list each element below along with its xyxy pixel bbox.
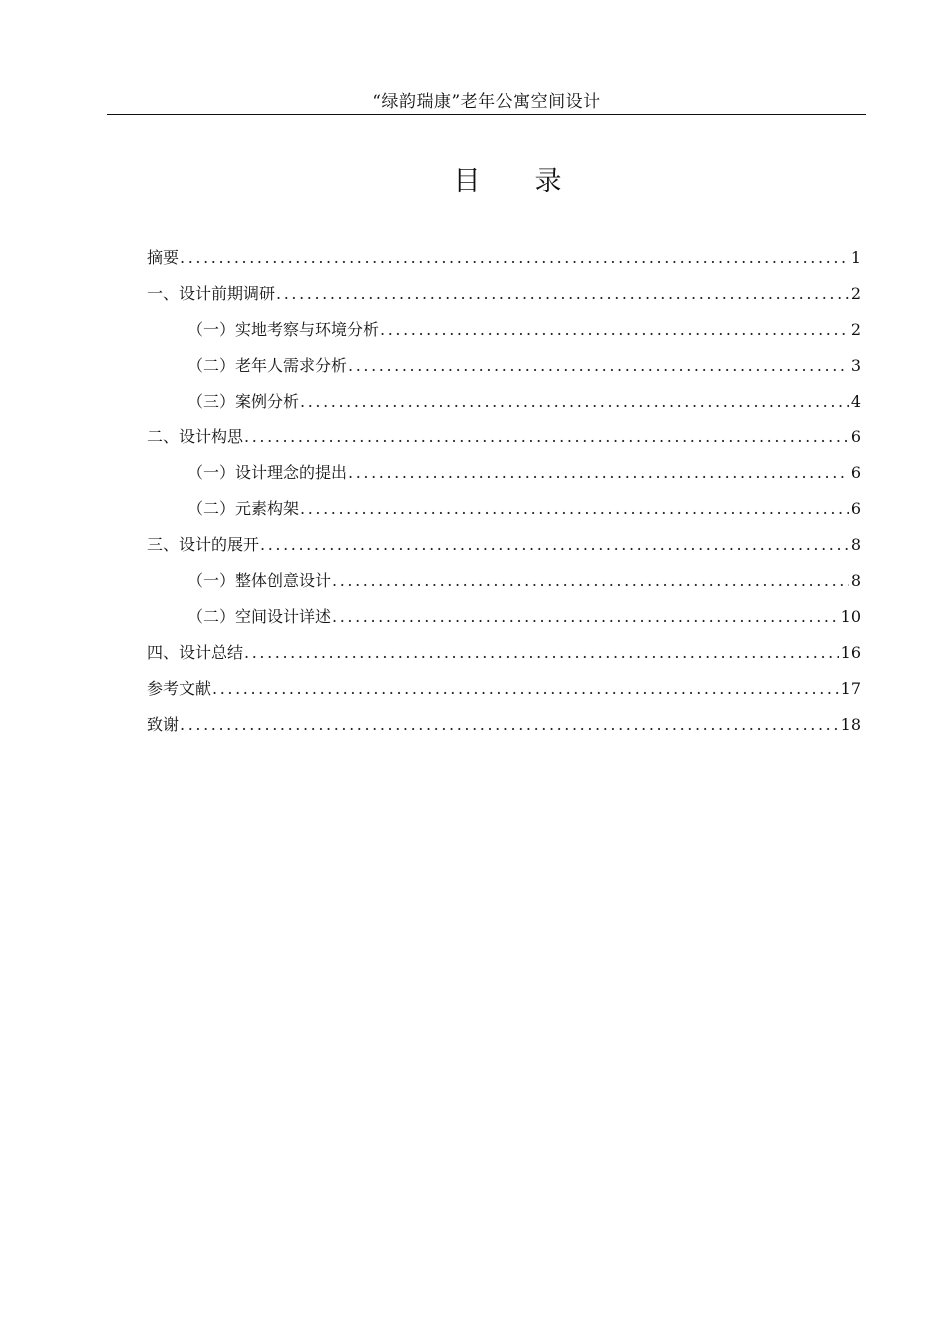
header-rule xyxy=(107,114,866,115)
toc-leader-dots xyxy=(332,599,839,635)
toc-page-number: 2 xyxy=(850,319,861,339)
toc-page-number: 4 xyxy=(850,391,861,411)
toc-leader-dots xyxy=(348,348,849,384)
toc-page-number: 1 xyxy=(850,248,861,267)
toc-entry-label: 二、设计构思 xyxy=(147,427,244,447)
toc-page-number: 2 xyxy=(850,283,861,303)
toc-entry-section-3-1[interactable] xyxy=(147,563,861,599)
toc-entry-label: （三）案例分析 xyxy=(187,391,300,411)
toc-entry-label: 一、设计前期调研 xyxy=(147,283,276,303)
toc-entry-label: （二）元素构架 xyxy=(187,499,300,519)
toc-entry-label: 摘要 xyxy=(147,248,180,267)
toc-entry-label: （二）老年人需求分析 xyxy=(187,355,348,375)
toc-entry-acknowledgements[interactable] xyxy=(147,707,861,743)
toc-leader-dots xyxy=(300,491,849,527)
toc-entry-label: （一）实地考察与环境分析 xyxy=(187,319,380,339)
toc-page-number: 6 xyxy=(850,463,861,483)
toc-leader-dots xyxy=(348,455,849,491)
toc-entry-section-1-3[interactable] xyxy=(147,384,861,420)
toc-entry-chapter-1[interactable] xyxy=(147,276,861,312)
toc-page-number: 8 xyxy=(850,535,861,555)
toc-title-char-1: 目 xyxy=(453,166,481,197)
toc-page-number: 10 xyxy=(840,606,861,626)
toc-entry-label: （一）整体创意设计 xyxy=(187,571,332,591)
toc-page-number: 8 xyxy=(850,571,861,591)
toc-page-number: 6 xyxy=(850,499,861,519)
toc-leader-dots xyxy=(332,563,849,599)
table-of-contents xyxy=(147,240,861,742)
toc-leader-dots xyxy=(212,671,839,707)
toc-entry-section-3-2[interactable] xyxy=(147,599,861,635)
toc-entry-label: （一）设计理念的提出 xyxy=(187,463,348,483)
toc-title-char-2: 录 xyxy=(534,166,562,197)
toc-leader-dots xyxy=(276,276,849,312)
toc-entry-section-1-1[interactable] xyxy=(147,312,861,348)
toc-entry-section-2-1[interactable] xyxy=(147,455,861,491)
toc-entry-label: 三、设计的展开 xyxy=(147,535,260,555)
toc-leader-dots xyxy=(244,419,849,455)
toc-leader-dots xyxy=(180,240,849,276)
toc-leader-dots xyxy=(300,384,849,420)
toc-page-number: 18 xyxy=(840,714,861,734)
toc-entry-chapter-4[interactable] xyxy=(147,635,861,671)
toc-entry-chapter-2[interactable] xyxy=(147,419,861,455)
toc-leader-dots xyxy=(180,707,839,743)
toc-entry-section-2-2[interactable] xyxy=(147,491,861,527)
toc-entry-label: 四、设计总结 xyxy=(147,642,244,662)
toc-page-number: 3 xyxy=(850,355,861,375)
toc-leader-dots xyxy=(244,635,839,671)
toc-entry-label: 参考文献 xyxy=(147,678,212,698)
toc-entry-references[interactable] xyxy=(147,671,861,707)
toc-entry-abstract[interactable] xyxy=(147,240,861,276)
toc-entry-chapter-3[interactable] xyxy=(147,527,861,563)
toc-leader-dots xyxy=(380,312,849,348)
toc-leader-dots xyxy=(260,527,849,563)
toc-entry-label: 致谢 xyxy=(147,714,180,734)
toc-title xyxy=(0,162,950,202)
toc-page-number: 6 xyxy=(850,427,861,447)
toc-entry-label: （二）空间设计详述 xyxy=(187,606,332,626)
toc-page-number: 16 xyxy=(840,642,861,662)
toc-page-number: 17 xyxy=(840,678,861,698)
toc-entry-section-1-2[interactable] xyxy=(147,348,861,384)
running-header: “绿韵瑞康”老年公寓空间设计 xyxy=(372,92,601,112)
